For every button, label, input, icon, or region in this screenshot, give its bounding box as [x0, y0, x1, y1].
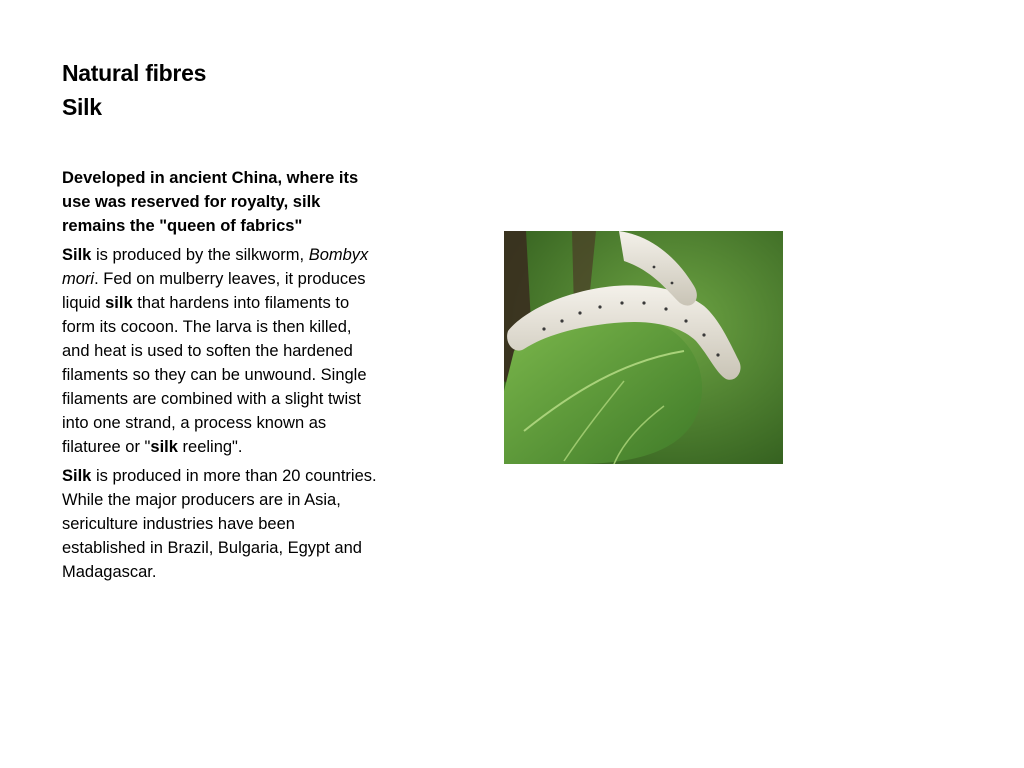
lead-paragraph: Developed in ancient China, where its use was reserved for royalty, silk remains the "queen of fabrics" — [62, 169, 359, 235]
text-run: is produced in more than 20 countries. While the major producers are in Asia, sericulture industries have been established in Brazil, Bulgaria, Egypt and Madagascar. — [62, 467, 377, 581]
title-line-1: Natural fibres — [62, 60, 207, 86]
text-run: that hardens into filaments to form its cocoon. The larva is then killed, and heat is used to soften the hardened filaments so they can be unwound. Single filaments are combined with a slight twist into one strand, a process known as filaturee or " — [62, 294, 367, 456]
title-line-2: Silk — [62, 94, 102, 120]
production-paragraph — [62, 243, 380, 459]
slide-body — [62, 166, 380, 589]
silk-term: silk — [150, 438, 178, 456]
text-run: reeling". — [177, 438, 243, 456]
text-run: is produced by the silkworm, — [91, 246, 309, 264]
silk-term: Silk — [62, 246, 92, 264]
slide-title — [62, 56, 206, 124]
text-run: . Fed on mulberry leaves, it produces liquid — [62, 270, 366, 312]
silk-term: Silk — [62, 467, 92, 485]
species-name: Bombyx mori — [62, 246, 369, 288]
silkworm-illustration — [504, 231, 783, 464]
silkworm-photo — [504, 231, 783, 464]
countries-paragraph — [62, 464, 380, 584]
silk-term: silk — [105, 294, 133, 312]
